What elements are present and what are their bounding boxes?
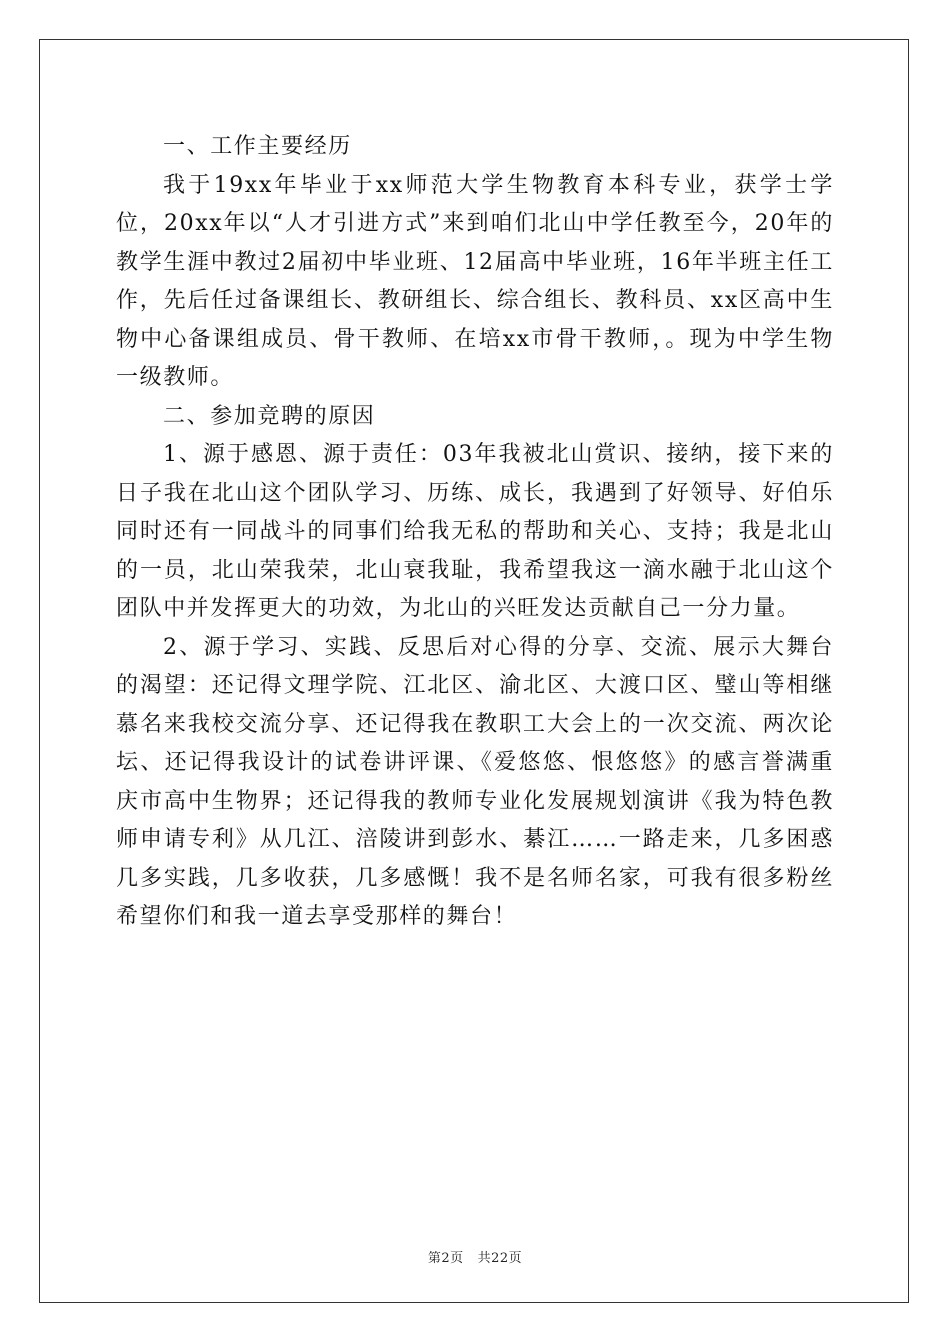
- page-total: 共22页: [477, 1251, 523, 1266]
- page-number: 第2页: [427, 1251, 464, 1266]
- paragraph-reason-1: 1、源于感恩、源于责任：03年我被北山赏识、接纳，接下来的日子我在北山这个团队学习、历练、成长，我遇到了好领导、好伯乐同时还有一同战斗的同事们给我无私的帮助和关心、支持；我是北山的一员，北山荣我荣，北山衰我耻，我希望我这一滴水融于北山这个团队中并发挥更大的功效，为北山的兴旺发达贡献自己一分力量。: [116, 442, 834, 621]
- section-heading-work-history: 一、工作主要经历: [163, 134, 352, 159]
- document-body: [116, 128, 834, 937]
- paragraph-reason-2: 2、源于学习、实践、反思后对心得的分享、交流、展示大舞台的渴望：还记得文理学院、江北区、渝北区、大渡口区、璧山等相继慕名来我校交流分享、还记得我在教职工大会上的一次交流、两次论坛、还记得我设计的试卷讲评课、《爱悠悠、恨悠悠》的感言誉满重庆市高中生物界；还记得我的教师专业化发展规划演讲《我为特色教师申请专利》从几江、涪陵讲到彭水、綦江……一路走来，几多困惑几多实践，几多收获，几多感慨！我不是名师名家，可我有很多粉丝希望你们和我一道去享受那样的舞台！: [116, 634, 834, 929]
- section-heading-reasons: 二、参加竞聘的原因: [163, 403, 376, 429]
- page-footer: [0, 1247, 950, 1266]
- paragraph-work-history: 我于19xx年毕业于xx师范大学生物教育本科专业，获学士学位，20xx年以“人才引进方式”来到咱们北山中学任教至今，20年的教学生涯中教过2届初中毕业班、12届高中毕业班，16年半班主任工作，先后任过备课组长、教研组长、综合组长、教科员、xx区高中生物中心备课组成员、骨干教师、在培xx市骨干教师，。现为中学生物一级教师。: [116, 172, 834, 390]
